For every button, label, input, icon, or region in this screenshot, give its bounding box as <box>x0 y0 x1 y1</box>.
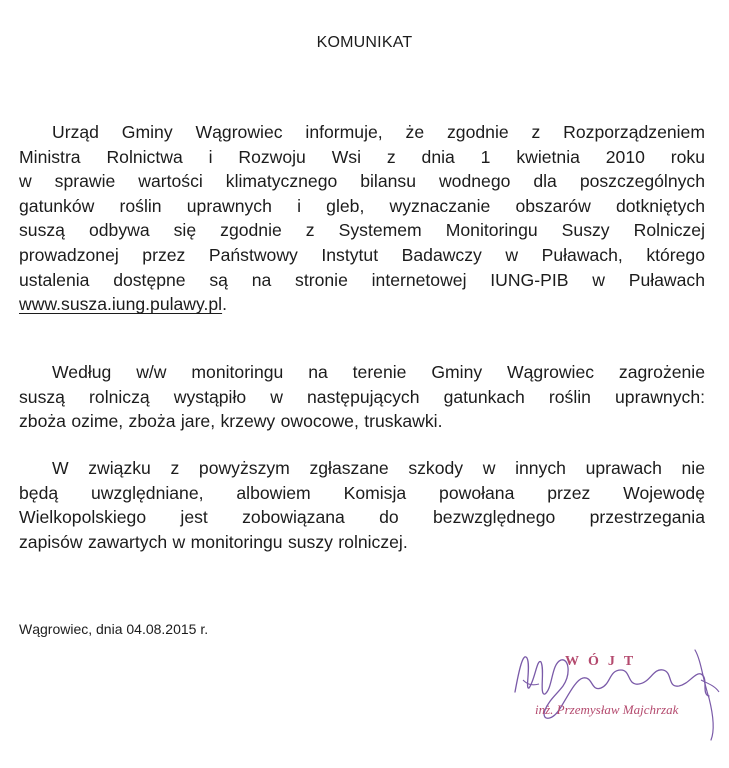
paragraph-regulation <box>19 120 705 317</box>
stamp-role: WÓJT <box>565 654 643 669</box>
paragraph-monitoring <box>19 360 705 434</box>
text-line: zapisów zawartych w monitoringu suszy rolniczej. <box>19 531 408 552</box>
dateline: Wągrowiec, dnia 04.08.2015 r. <box>19 621 209 637</box>
text-line: Urząd Gminy Wągrowiec informuje, że zgodnie z Rozporządzeniem <box>52 122 705 142</box>
text-line: Według w/w monitoringu na terenie Gminy Wągrowiec zagrożenie <box>52 362 705 382</box>
document-title: KOMUNIKAT <box>316 34 413 51</box>
signature-block <box>505 640 720 750</box>
text-line: będą uwzględniane, albowiem Komisja powołana przez Wojewodę <box>19 482 705 503</box>
text-line: prowadzonej przez Państwowy Instytut Badawczy w Puławach, którego <box>19 244 705 265</box>
link-suffix: . <box>222 294 227 315</box>
text-line: suszą rolniczą wystąpiło w następujących gatunkach roślin uprawnych: <box>19 386 705 407</box>
text-line: W związku z powyższym zgłaszane szkody w innych uprawach nie <box>52 458 705 478</box>
website-link[interactable]: www.susza.iung.pulawy.pl <box>19 294 223 315</box>
text-line: zboża ozime, zboża jare, krzewy owocowe, truskawki. <box>19 411 443 432</box>
text-line: Wielkopolskiego jest zobowiązana do bezwzględnego przestrzegania <box>19 507 705 528</box>
paragraph-claims <box>19 456 705 554</box>
text-line <box>19 292 705 317</box>
text-line: suszą odbywa się zgodnie z Systemem Monitoringu Suszy Rolniczej <box>19 220 705 241</box>
stamp-name: inż. Przemysław Majchrzak <box>535 702 679 717</box>
text-line: Ministra Rolnictwa i Rozwoju Wsi z dnia 1 kwietnia 2010 roku <box>19 146 705 167</box>
text-line: ustalenia dostępne są na stronie internetowej IUNG-PIB w Puławach <box>19 269 705 290</box>
text-line: w sprawie wartości klimatycznego bilansu wodnego dla poszczególnych <box>19 171 705 192</box>
text-line: gatunków roślin uprawnych i gleb, wyznaczanie obszarów dotkniętych <box>19 195 705 216</box>
